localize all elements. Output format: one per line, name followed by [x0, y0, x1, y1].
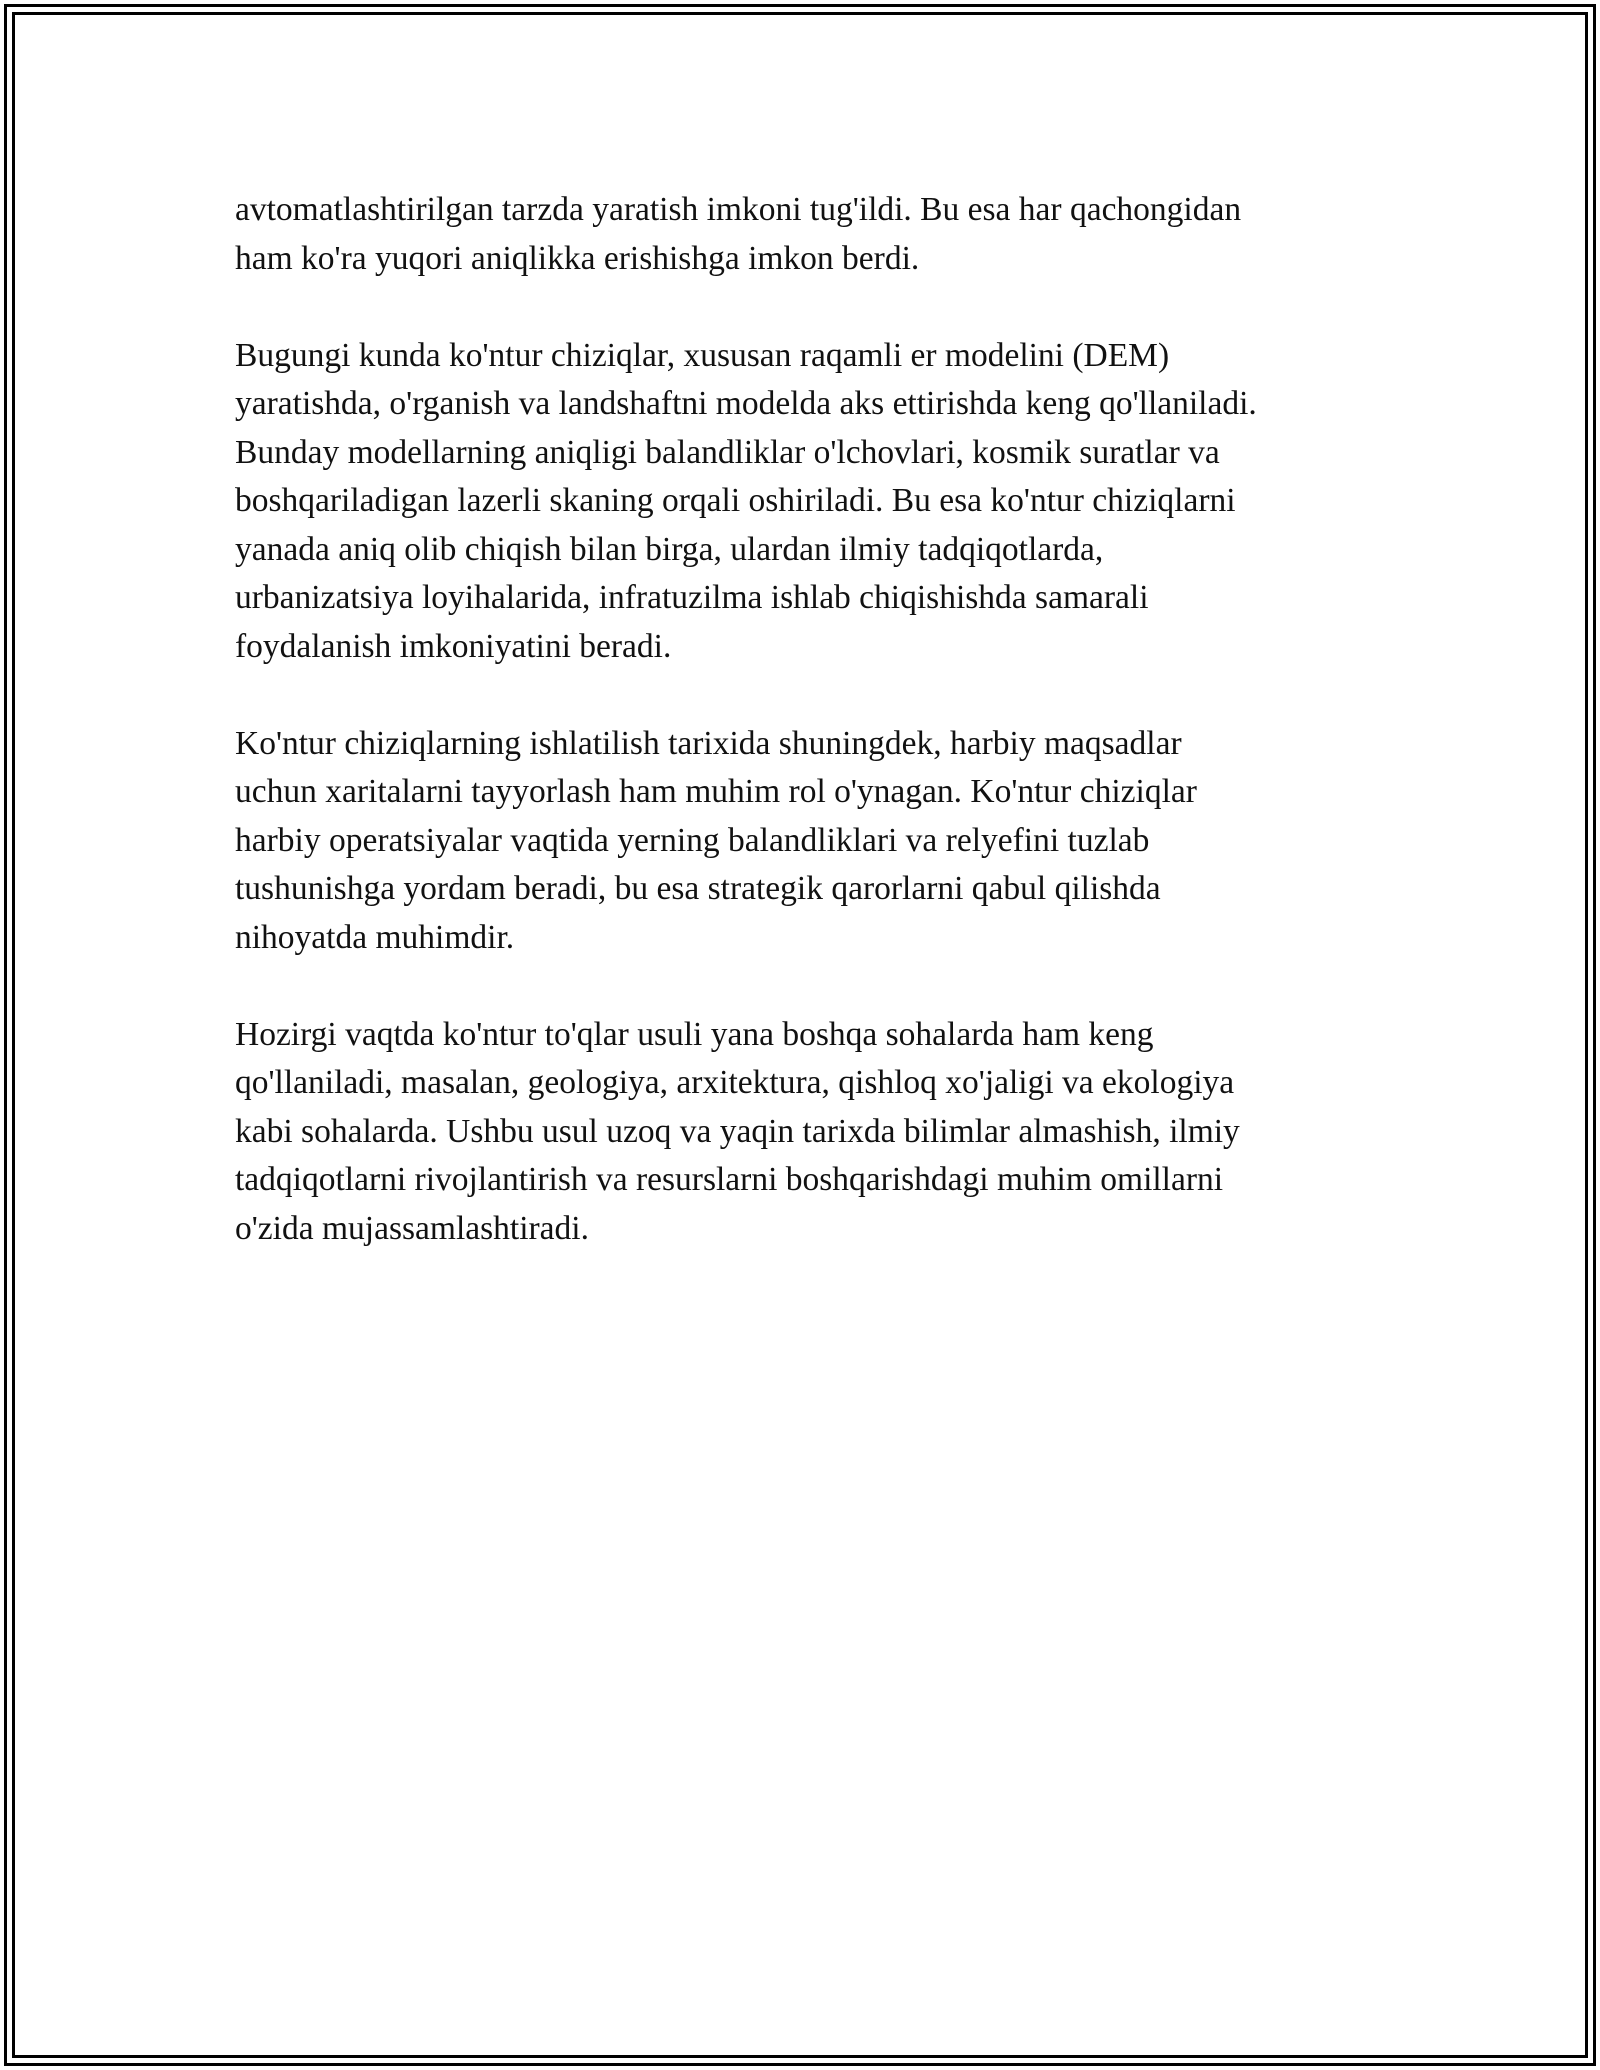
text-line: kabi sohalarda. Ushbu usul uzoq va yaqin tarixda bilimlar almashish, ilmiy	[235, 1112, 1240, 1150]
text-line: tadqiqotlarni rivojlantirish va resurslarni boshqarishdagi muhim omillarni	[235, 1161, 1224, 1198]
text-line: yanada aniq olib chiqish bilan birga, ulardan ilmiy tadqiqotlarda,	[235, 530, 1104, 568]
paragraph-4	[235, 1011, 1375, 1254]
text-line: foydalanish imkoniyatini beradi.	[235, 627, 672, 665]
paragraph-2	[235, 332, 1375, 672]
text-line: Bunday modellarning aniqligi balandliklar o'lchovlari, kosmik suratlar va	[235, 433, 1220, 471]
text-line: tushunishga yordam beradi, bu esa strategik qarorlarni qabul qilishda	[235, 870, 1161, 907]
text-line: boshqariladigan lazerli skaning orqali oshiriladi. Bu esa ko'ntur chiziqlarni	[235, 482, 1236, 519]
text-line: uchun xaritalarni tayyorlash ham muhim rol o'ynagan. Ko'ntur chiziqlar	[235, 773, 1197, 810]
text-line: harbiy operatsiyalar vaqtida yerning balandliklari va relyefini tuzlab	[235, 821, 1150, 859]
text-line: ham ko'ra yuqori aniqlikka erishishga imkon berdi.	[235, 239, 920, 277]
text-line: o'zida mujassamlashtiradi.	[235, 1209, 589, 1247]
text-line: Hozirgi vaqtda ko'ntur to'qlar usuli yana boshqa sohalarda ham keng	[235, 1015, 1154, 1053]
document-body	[235, 186, 1375, 1253]
text-line: qo'llaniladi, masalan, geologiya, arxitektura, qishloq xo'jaligi va ekologiya	[235, 1064, 1235, 1101]
paragraph-3	[235, 720, 1375, 963]
text-line: urbanizatsiya loyihalarida, infratuzilma ishlab chiqishishda samarali	[235, 579, 1149, 616]
text-line: avtomatlashtirilgan tarzda yaratish imkoni tug'ildi. Bu esa har qachongidan	[235, 191, 1242, 228]
paragraph-1	[235, 186, 1375, 283]
text-line: yaratishda, o'rganish va landshaftni modelda aks ettirishda keng qo'llaniladi.	[235, 385, 1257, 422]
text-line: Ko'ntur chiziqlarning ishlatilish tarixida shuningdek, harbiy maqsadlar	[235, 724, 1182, 762]
text-line: Bugungi kunda ko'ntur chiziqlar, xususan raqamli er modelini (DEM)	[235, 336, 1170, 374]
text-line: nihoyatda muhimdir.	[235, 918, 515, 956]
